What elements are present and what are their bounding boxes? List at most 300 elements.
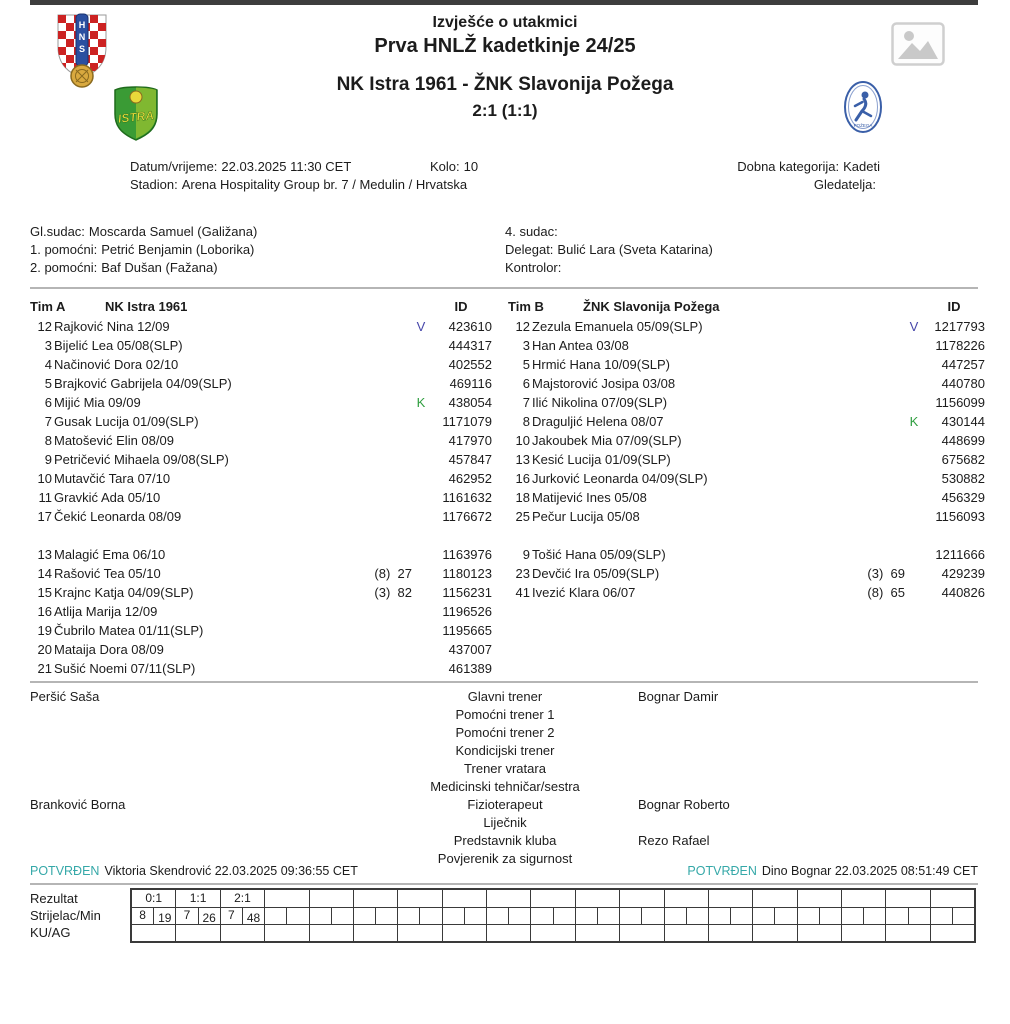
result-grid-cell <box>442 925 486 941</box>
away-club-crest-icon <box>843 80 883 134</box>
confirmation-team-b <box>687 864 978 878</box>
result-grid-cell <box>752 908 796 924</box>
staff-role-label: Glavni trener <box>467 689 543 704</box>
player-name: Majstorović Josipa 03/08 <box>532 376 676 391</box>
player-name: Rajković Nina 12/09 <box>54 319 170 334</box>
captain-or-keeper-badge <box>412 507 430 526</box>
staff-name-team-b: Bognar Damir <box>638 689 719 704</box>
result-grid-cell <box>664 925 708 941</box>
player-number: 16 <box>515 471 530 486</box>
result-grid-cell <box>930 925 974 941</box>
player-name: Gravkić Ada 05/10 <box>54 490 161 505</box>
captain-or-keeper-badge <box>905 545 923 564</box>
player-name: Mutavčić Tara 07/10 <box>54 471 171 486</box>
confirmed-status-badge: POTVRĐEN <box>30 864 100 878</box>
team-b-bench <box>508 545 985 602</box>
player-row <box>508 412 985 431</box>
hns-federation-crest-icon <box>55 13 109 89</box>
captain-or-keeper-badge <box>412 355 430 374</box>
result-grid-cell <box>575 908 619 924</box>
player-id: 447257 <box>941 357 985 372</box>
result-grid-cell <box>885 908 929 924</box>
player-number: 15 <box>37 585 52 600</box>
substitution-info <box>356 317 412 336</box>
official-line <box>505 241 713 259</box>
player-name: Matijević Ines 05/08 <box>532 490 647 505</box>
confirmation-signature: Viktoria Skendrović 22.03.2025 09:36:55 CET <box>104 864 358 878</box>
scorer-number-cell <box>886 908 908 924</box>
captain-or-keeper-badge <box>412 431 430 450</box>
goal-minute-cell: 19 <box>158 911 172 924</box>
player-id: 1163976 <box>442 547 492 562</box>
goal-minute-cell <box>376 908 397 924</box>
goal-minute-cell <box>687 908 708 924</box>
result-grid-cell <box>309 890 353 907</box>
result-grid-row <box>132 924 974 941</box>
goal-minute-cell: 48 <box>246 911 261 924</box>
result-grid-cell <box>220 925 264 941</box>
official-name: Bulić Lara (Sveta Katarina) <box>557 242 713 257</box>
player-id: 457847 <box>448 452 492 467</box>
result-grid-cell <box>353 890 397 907</box>
player-id: 462952 <box>448 471 492 486</box>
player-name: Atlija Marija 12/09 <box>54 604 158 619</box>
substitution-info <box>849 374 905 393</box>
player-name: Ivezić Klara 06/07 <box>532 585 636 600</box>
result-grid-cell <box>530 890 574 907</box>
player-name: Kesić Lucija 01/09(SLP) <box>532 452 671 467</box>
result-grid-cell <box>708 925 752 941</box>
player-name: Malagić Ema 06/10 <box>54 547 166 562</box>
goal-minute-cell <box>509 908 530 924</box>
player-row <box>30 659 492 678</box>
player-name: Sušić Noemi 07/11(SLP) <box>54 661 196 676</box>
goal-minute-cell <box>598 908 619 924</box>
substitution-info: (3) 69 <box>867 566 905 581</box>
official-line <box>30 241 257 259</box>
player-id: 448699 <box>941 433 985 448</box>
player-number: 5 <box>44 376 52 391</box>
staff-role-label: Liječnik <box>483 815 527 830</box>
substitution-info <box>849 393 905 412</box>
player-row <box>30 393 492 412</box>
result-grid-cell <box>397 925 441 941</box>
goal-minute-cell <box>820 908 841 924</box>
scorer-number-cell: 8 <box>132 908 154 924</box>
result-grid-cell <box>132 908 175 924</box>
substitution-info <box>356 393 412 412</box>
staff-role-label: Kondicijski trener <box>455 743 555 758</box>
player-name: Rašović Tea 05/10 <box>54 566 161 581</box>
team-b-id-header: ID <box>947 299 961 314</box>
player-number: 7 <box>44 414 52 429</box>
result-grid-cell <box>486 890 530 907</box>
player-row <box>30 583 492 602</box>
captain-or-keeper-badge <box>905 564 923 583</box>
goal-minute-cell <box>332 908 353 924</box>
player-id: 1176672 <box>442 509 492 524</box>
result-grid-cell <box>530 925 574 941</box>
scorer-number-cell: 7 <box>221 908 243 924</box>
team-a-label: Tim A <box>30 299 66 314</box>
age-category-label: Dobna kategorija: <box>737 159 840 174</box>
result-grid-cell <box>841 925 885 941</box>
staff-row <box>0 706 1010 724</box>
goal-minute-cell <box>953 908 974 924</box>
goal-minute-cell <box>731 908 752 924</box>
staff-section <box>0 688 1010 868</box>
player-id: 440780 <box>941 376 985 391</box>
staff-row <box>0 760 1010 778</box>
player-number: 23 <box>515 566 530 581</box>
captain-or-keeper-badge <box>905 336 923 355</box>
substitution-info <box>849 355 905 374</box>
scorer-number-cell <box>576 908 598 924</box>
confirmation-team-a <box>30 864 358 878</box>
stadium-label: Stadion: <box>130 177 178 192</box>
player-number: 17 <box>37 509 52 524</box>
player-row <box>30 412 492 431</box>
result-grid-cell <box>353 908 397 924</box>
result-grid-cell <box>885 890 929 907</box>
substitution-info <box>849 545 905 564</box>
player-id: 1156099 <box>935 395 985 410</box>
staff-name-team-a: Peršić Saša <box>30 689 100 704</box>
result-grid-cell <box>619 890 663 907</box>
substitution-info: (3) 82 <box>374 585 412 600</box>
result-grid-cell <box>309 908 353 924</box>
team-a-header <box>30 296 492 317</box>
captain-or-keeper-badge: K <box>909 414 919 429</box>
player-id: 456329 <box>941 490 985 505</box>
goal-minute-cell <box>465 908 486 924</box>
divider <box>30 883 978 885</box>
player-name: Mataija Dora 08/09 <box>54 642 164 657</box>
captain-or-keeper-badge <box>412 450 430 469</box>
player-row <box>508 317 985 336</box>
player-number: 9 <box>44 452 52 467</box>
official-name: Baf Dušan (Fažana) <box>101 260 218 275</box>
scorer-number-cell <box>531 908 553 924</box>
substitution-info <box>356 488 412 507</box>
captain-or-keeper-badge <box>412 336 430 355</box>
result-grid-cell <box>797 908 841 924</box>
player-row <box>508 450 985 469</box>
player-id: 1161632 <box>442 490 492 505</box>
player-number: 16 <box>37 604 52 619</box>
player-id: 1196526 <box>442 604 492 619</box>
player-name: Hrmić Hana 10/09(SLP) <box>532 357 670 372</box>
captain-or-keeper-badge <box>905 431 923 450</box>
player-row <box>30 431 492 450</box>
result-grid-cell <box>708 908 752 924</box>
report-header <box>205 14 805 121</box>
scorer-number-cell <box>265 908 287 924</box>
result-grid-cell: 1:1 <box>175 890 219 907</box>
player-row <box>30 355 492 374</box>
player-id: 530882 <box>941 471 985 486</box>
player-row <box>508 469 985 488</box>
player-name: Jakoubek Mia 07/09(SLP) <box>532 433 682 448</box>
scorer-number-cell: 7 <box>176 908 198 924</box>
staff-row <box>0 724 1010 742</box>
team-a-id-header: ID <box>454 299 468 314</box>
player-row <box>30 564 492 583</box>
substitution-info <box>849 507 905 526</box>
player-name: Jurković Leonarda 04/09(SLP) <box>532 471 708 486</box>
team-b-label: Tim B <box>508 299 544 314</box>
result-grid-cell <box>752 890 796 907</box>
result-grid-cell <box>664 890 708 907</box>
result-grid-cell <box>175 908 219 924</box>
result-grid-cell <box>132 925 175 941</box>
captain-or-keeper-badge <box>905 374 923 393</box>
result-grid-cell <box>575 890 619 907</box>
result-grid-cell <box>575 925 619 941</box>
substitution-info <box>849 469 905 488</box>
captain-or-keeper-badge <box>905 507 923 526</box>
player-name: Han Antea 03/08 <box>532 338 629 353</box>
player-number: 19 <box>37 623 52 638</box>
result-grid-cell <box>797 890 841 907</box>
player-name: Devčić Ira 05/09(SLP) <box>532 566 660 581</box>
player-row <box>30 507 492 526</box>
result-grid-cell <box>309 925 353 941</box>
divider <box>30 287 978 289</box>
result-grid-cell <box>930 890 974 907</box>
substitution-info <box>849 412 905 431</box>
home-club-crest-icon <box>112 84 160 142</box>
player-number: 5 <box>522 357 530 372</box>
captain-or-keeper-badge <box>905 469 923 488</box>
player-row <box>30 640 492 659</box>
official-role-label: 2. pomoćni: <box>30 260 98 275</box>
player-id: 1211666 <box>935 547 985 562</box>
result-grid-cell <box>841 908 885 924</box>
scorer-number-cell <box>310 908 332 924</box>
result-grid-cell <box>708 890 752 907</box>
player-number: 20 <box>37 642 52 657</box>
player-row <box>30 621 492 640</box>
svg-text:S: S <box>78 44 86 54</box>
player-id: 430144 <box>941 414 985 429</box>
official-name: Moscarda Samuel (Galižana) <box>88 224 258 239</box>
player-number: 3 <box>44 338 52 353</box>
player-id: 1171079 <box>442 414 492 429</box>
round-field <box>430 159 478 174</box>
substitution-info <box>849 488 905 507</box>
player-id: 429239 <box>941 566 985 581</box>
player-number: 6 <box>44 395 52 410</box>
match-info <box>0 159 1010 199</box>
player-row <box>508 507 985 526</box>
officials-right-column <box>505 223 713 277</box>
staff-role-label: Pomoćni trener 1 <box>455 707 555 722</box>
team-b-name: ŽNK Slavonija Požega <box>583 299 720 314</box>
official-line <box>30 259 257 277</box>
result-grid-cell <box>619 908 663 924</box>
player-number: 9 <box>522 547 530 562</box>
captain-or-keeper-badge <box>412 583 430 602</box>
captain-or-keeper-badge <box>905 355 923 374</box>
substitution-info <box>356 412 412 431</box>
player-number: 8 <box>44 433 52 448</box>
staff-row <box>0 796 1010 814</box>
player-id: 1217793 <box>934 319 985 334</box>
age-category-field <box>737 159 880 174</box>
substitution-info <box>356 545 412 564</box>
result-grid-cell <box>486 908 530 924</box>
svg-text:H: H <box>78 20 86 30</box>
player-row <box>30 545 492 564</box>
player-id: 469116 <box>449 376 492 391</box>
substitution-info <box>356 659 412 678</box>
stadium-field <box>130 177 467 192</box>
player-id: 440826 <box>941 585 985 600</box>
staff-role-label: Pomoćni trener 2 <box>455 725 555 740</box>
confirmation-signature: Dino Bognar 22.03.2025 08:51:49 CET <box>761 864 978 878</box>
player-number: 25 <box>515 509 530 524</box>
substitution-info: (8) 27 <box>374 566 412 581</box>
staff-role-label: Trener vratara <box>464 761 546 776</box>
captain-or-keeper-badge: V <box>909 319 919 334</box>
player-id: 438054 <box>448 395 492 410</box>
result-grid-cell <box>619 925 663 941</box>
player-id: 461389 <box>448 661 492 676</box>
player-name: Mijić Mia 09/09 <box>54 395 141 410</box>
substitution-info <box>849 450 905 469</box>
substitution-info: (8) 65 <box>867 585 905 600</box>
image-placeholder-icon <box>891 22 945 66</box>
confirmed-status-badge: POTVRĐEN <box>687 864 757 878</box>
result-grid-cell <box>442 908 486 924</box>
player-row <box>30 469 492 488</box>
player-id: 444317 <box>448 338 492 353</box>
player-name: Petričević Mihaela 09/08(SLP) <box>54 452 229 467</box>
staff-role-label: Medicinski tehničar/sestra <box>430 779 580 794</box>
result-grid-cell <box>442 890 486 907</box>
player-row <box>508 583 985 602</box>
substitution-info <box>849 317 905 336</box>
goal-minute-cell <box>554 908 575 924</box>
round-value: 10 <box>463 159 479 174</box>
staff-role-label: Predstavnik kluba <box>453 833 557 848</box>
captain-or-keeper-badge <box>905 450 923 469</box>
goal-minute-cell <box>775 908 796 924</box>
player-row <box>30 317 492 336</box>
player-name: Gusak Lucija 01/09(SLP) <box>54 414 199 429</box>
player-name: Matošević Elin 08/09 <box>54 433 174 448</box>
staff-name-team-b: Bognar Roberto <box>638 797 730 812</box>
captain-or-keeper-badge <box>412 374 430 393</box>
captain-or-keeper-badge <box>412 602 430 621</box>
substitution-info <box>849 336 905 355</box>
player-name: Tošić Hana 05/09(SLP) <box>532 547 666 562</box>
staff-row <box>0 742 1010 760</box>
player-row <box>508 545 985 564</box>
player-number: 10 <box>37 471 52 486</box>
result-grid-cell <box>264 890 308 907</box>
player-name: Čekić Leonarda 08/09 <box>54 509 182 524</box>
player-id: 1156093 <box>935 509 985 524</box>
result-grid-cell <box>885 925 929 941</box>
svg-text:POŽEGA: POŽEGA <box>853 123 873 128</box>
official-name: Petrić Benjamin (Loborika) <box>101 242 255 257</box>
scorer-number-cell <box>798 908 820 924</box>
scorer-number-cell <box>443 908 465 924</box>
player-id: 417970 <box>448 433 492 448</box>
substitution-info <box>356 336 412 355</box>
substitution-info <box>356 450 412 469</box>
team-b-header <box>508 296 985 317</box>
official-role-label: Delegat: <box>505 242 554 257</box>
player-name: Zezula Emanuela 05/09(SLP) <box>532 319 703 334</box>
player-number: 10 <box>515 433 530 448</box>
team-a-name: NK Istra 1961 <box>105 299 188 314</box>
player-row <box>30 602 492 621</box>
age-category-value: Kadeti <box>843 159 880 174</box>
staff-row <box>0 814 1010 832</box>
result-grid-cell <box>175 925 219 941</box>
official-role-label: Kontrolor: <box>505 260 562 275</box>
player-number: 4 <box>44 357 52 372</box>
official-line <box>505 223 713 241</box>
player-id: 1156231 <box>442 585 492 600</box>
result-grid-cell <box>264 925 308 941</box>
player-number: 13 <box>37 547 52 562</box>
player-row <box>30 374 492 393</box>
player-id: 675682 <box>941 452 985 467</box>
player-id: 423610 <box>448 319 492 334</box>
player-row <box>508 431 985 450</box>
player-number: 18 <box>515 490 530 505</box>
official-role-label: 1. pomoćni: <box>30 242 98 257</box>
staff-row <box>0 688 1010 706</box>
official-line <box>30 223 257 241</box>
result-grid-cell <box>752 925 796 941</box>
staff-name-team-b: Rezo Rafael <box>638 833 710 848</box>
official-role-label: 4. sudac: <box>505 224 558 239</box>
attendance-label: Gledatelja: <box>813 177 876 192</box>
result-grid-cell <box>664 908 708 924</box>
svg-text:N: N <box>78 32 86 42</box>
staff-role-label: Povjerenik za sigurnost <box>437 851 573 866</box>
substitution-info <box>356 621 412 640</box>
player-id: 1178226 <box>935 338 985 353</box>
svg-text:ISTRA: ISTRA <box>117 108 155 126</box>
captain-or-keeper-badge <box>412 659 430 678</box>
player-row <box>508 488 985 507</box>
ku-ag-row-label: KU/AG <box>30 925 71 940</box>
player-name: Čubrilo Matea 01/11(SLP) <box>54 623 204 638</box>
scorer-number-cell <box>487 908 509 924</box>
result-grid-cell <box>486 925 530 941</box>
goal-minute-cell: 26 <box>202 911 216 924</box>
match-score: 2:1 (1:1) <box>472 101 538 120</box>
captain-or-keeper-badge <box>905 583 923 602</box>
player-number: 3 <box>522 338 530 353</box>
result-grid-cell <box>353 925 397 941</box>
goal-minute-cell <box>287 908 308 924</box>
player-number: 12 <box>515 319 530 334</box>
substitution-info <box>356 640 412 659</box>
goal-minute-cell <box>420 908 441 924</box>
staff-name-team-a: Branković Borna <box>30 797 126 812</box>
scorer-min-row-label: Strijelac/Min <box>30 908 101 923</box>
result-grid-cell <box>530 908 574 924</box>
player-number: 8 <box>522 414 530 429</box>
result-grid-cell <box>264 908 308 924</box>
